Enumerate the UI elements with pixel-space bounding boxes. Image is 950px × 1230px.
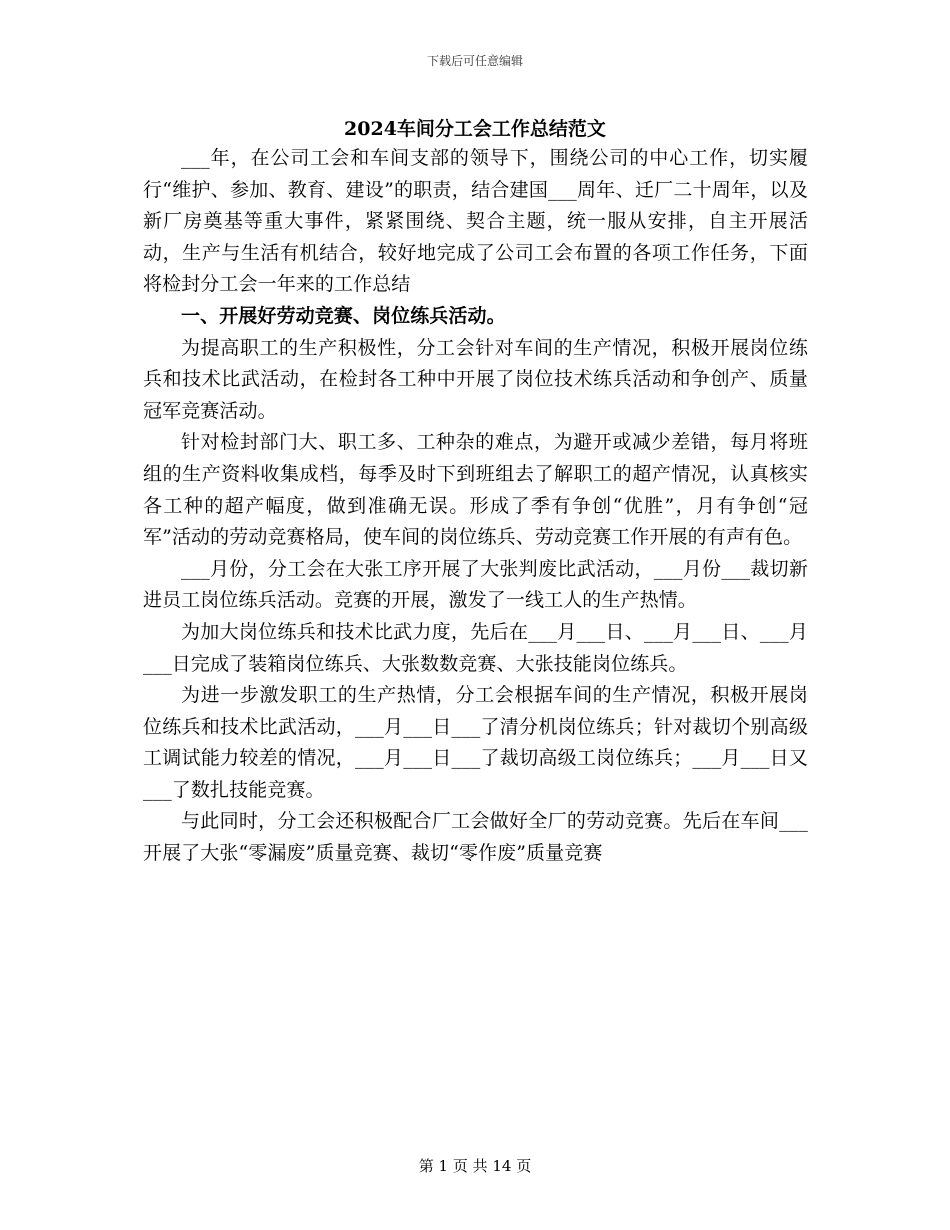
document-body — [143, 143, 808, 870]
paragraph: ___月份，分工会在大张工序开展了大张判废比武活动，___月份___裁切新进员工岗位练兵活动。竞赛的开展，激发了一线工人的生产热情。 — [143, 557, 808, 612]
page-header: 下载后可任意编辑 — [426, 54, 523, 68]
paragraph: 为进一步激发职工的生产热情，分工会根据车间的生产情况，积极开展岗位练兵和技术比武活动，___月___日___了清分机岗位练兵；针对裁切个别高级工调试能力较差的情况，___月___日___了裁切高级工岗位练兵；___月___日又___了数扎技能竞赛。 — [143, 684, 808, 801]
paragraph: 为提高职工的生产积极性，分工会针对车间的生产情况，积极开展岗位练兵和技术比武活动，在检封各工种中开展了岗位技术练兵活动和争创产、质量冠军竞赛活动。 — [143, 336, 808, 422]
page-number: 第 1 页 共 14 页 — [418, 1157, 532, 1175]
paragraph: 为加大岗位练兵和技术比武力度，先后在___月___日、___月___日、___月___日完成了装箱岗位练兵、大张数数竞赛、大张技能岗位练兵。 — [143, 620, 808, 675]
document-title: 2024车间分工会工作总结范文 — [344, 118, 606, 140]
section-heading: 一、开展好劳动竞赛、岗位练兵活动。 — [181, 304, 506, 327]
paragraph-intro: ___年，在公司工会和车间支部的领导下，围绕公司的中心工作，切实履行“维护、参加、教育、建设”的职责，结合建国___周年、迁厂二十周年，以及新厂房奠基等重大事件，紧紧围绕、契合主题，统一服从安排，自主开展活动，生产与生活有机结合，较好地完成了公司工会布置的各项工作任务，下面将检封分工会一年来的工作总结 — [143, 147, 808, 296]
paragraph: 与此同时，分工会还积极配合厂工会做好全厂的劳动竞赛。先后在车间___开展了大张“零漏废”质量竞赛、裁切“零作废”质量竞赛 — [143, 810, 808, 865]
paragraph: 针对检封部门大、职工多、工种杂的难点，为避开或减少差错，每月将班组的生产资料收集成档，每季及时下到班组去了解职工的超产情况，认真核实各工种的超产幅度，做到准确无误。形成了季有争创“优胜”，月有争创“冠军”活动的劳动竞赛格局，使车间的岗位练兵、劳动竞赛工作开展的有声有色。 — [143, 431, 808, 549]
